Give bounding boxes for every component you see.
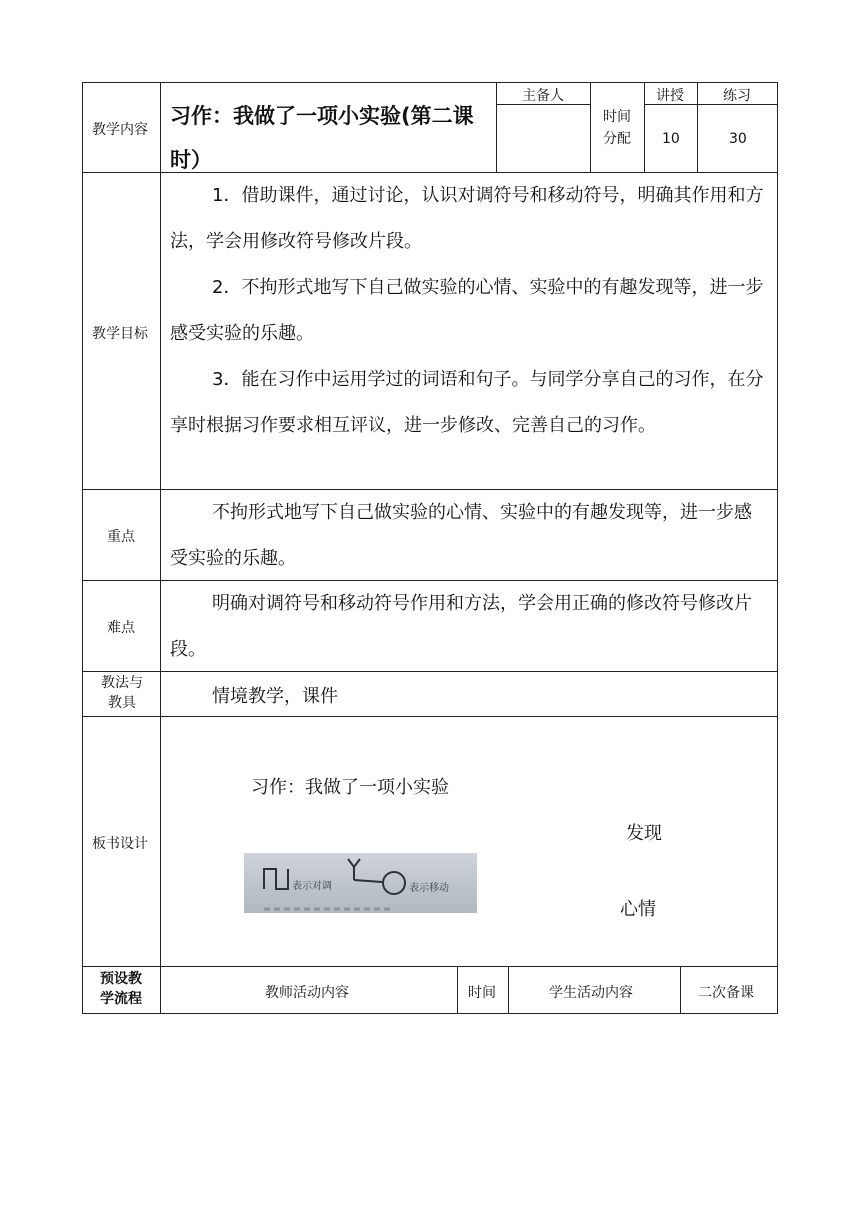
column-divider [496, 82, 497, 173]
time-header: 时间 [468, 985, 496, 1001]
student-activity-header: 学生活动内容 [549, 985, 633, 1001]
board-title: 习作：我做了一项小实验 [251, 777, 449, 798]
objectives-list [170, 173, 766, 449]
column-divider [160, 82, 161, 1014]
difficulties-text [170, 581, 766, 673]
row-divider [82, 966, 778, 967]
flow-label: 预设教学流程 [100, 971, 142, 1007]
revision-header: 二次备课 [698, 985, 754, 1001]
objective-item: 2．不拘形式地写下自己做实验的心情、实验中的有趣发现等，进一步感受实验的乐趣。 [170, 277, 764, 344]
swap-symbol-icon [264, 869, 288, 889]
column-divider [680, 966, 681, 1014]
objective-item: 1．借助课件，通过讨论，认识对调符号和移动符号，明确其作用和方法，学会用修改符号修改片段。 [170, 185, 764, 252]
objectives-label: 教学目标 [92, 326, 148, 342]
column-divider [644, 82, 645, 173]
teacher-activity-header: 教师活动内容 [265, 985, 349, 1001]
practice-label: 练习 [723, 88, 751, 104]
revision-symbols-image [244, 853, 477, 913]
column-divider [697, 82, 698, 173]
methods-label: 教法与教具 [101, 675, 143, 711]
table-border-top [82, 82, 778, 83]
lead-teacher-label: 主备人 [522, 88, 564, 104]
key-points-paragraph: 不拘形式地写下自己做实验的心情、实验中的有趣发现等，进一步感受实验的乐趣。 [170, 502, 752, 569]
time-allocation-label: 时间分配 [603, 109, 631, 147]
row-divider [82, 716, 778, 717]
practice-minutes: 30 [729, 131, 747, 147]
objective-item: 3．能在习作中运用学过的词语和句子。与同学分享自己的习作，在分享时根据习作要求相互评议，进一步修改、完善自己的习作。 [170, 369, 764, 436]
lecture-minutes: 10 [662, 131, 680, 147]
move-caption: 表示移动 [409, 883, 449, 894]
column-divider [457, 966, 458, 1014]
board-mood: 心情 [620, 899, 656, 920]
key-points-label: 重点 [107, 529, 135, 545]
table-border-right [777, 82, 778, 1014]
move-symbol-icon [383, 872, 405, 894]
table-border-left [82, 82, 83, 1014]
difficulties-paragraph: 明确对调符号和移动符号作用和方法，学会用正确的修改符号修改片段。 [170, 593, 752, 660]
column-divider [590, 82, 591, 173]
lesson-title: 习作：我做了一项小实验(第二课时） [170, 104, 474, 172]
methods-text: 情境教学，课件 [212, 686, 338, 707]
difficulties-label: 难点 [107, 620, 135, 636]
swap-caption: 表示对调 [292, 881, 332, 892]
move-symbol-hook [348, 859, 360, 867]
key-points-text [170, 490, 766, 582]
column-divider [508, 966, 509, 1014]
board-label: 板书设计 [92, 836, 148, 852]
table-border-bottom [82, 1013, 778, 1014]
lecture-label: 讲授 [656, 88, 684, 104]
content-label: 教学内容 [92, 122, 148, 138]
board-discovery: 发现 [626, 823, 662, 844]
